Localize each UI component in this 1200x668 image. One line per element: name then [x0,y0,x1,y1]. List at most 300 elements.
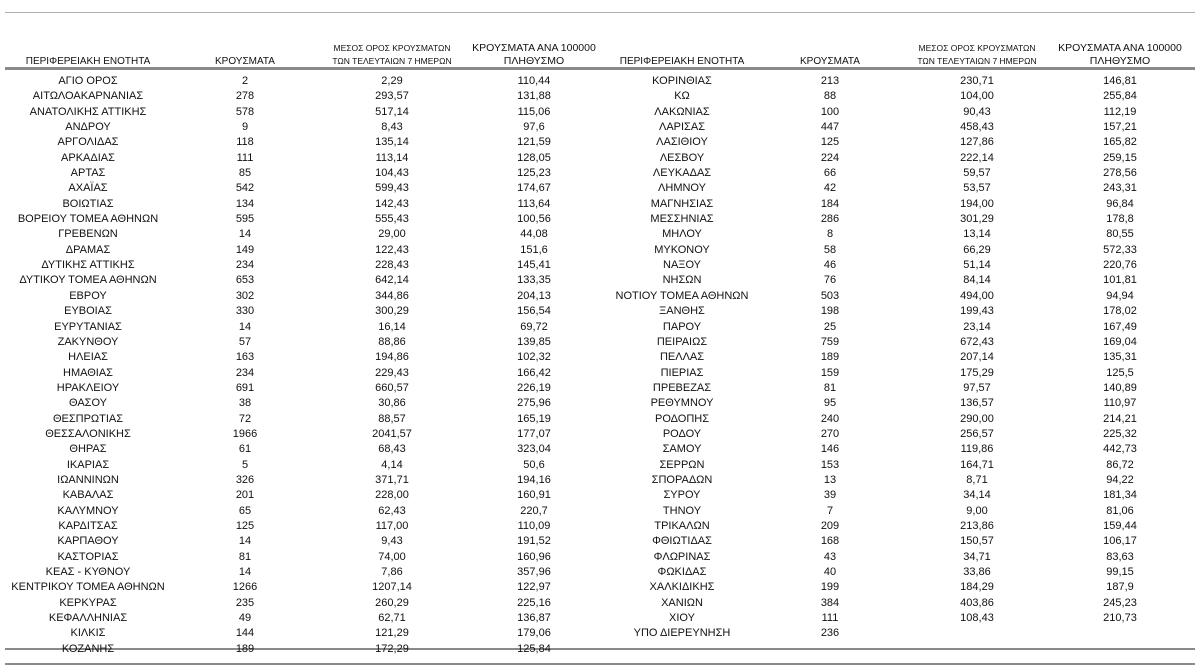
per100k-cell: 122,97 [517,581,551,594]
avg-cell: 59,57 [963,167,991,180]
cases-cell: 199 [820,581,840,594]
header-avg [319,42,465,68]
per100k-cell: 160,96 [517,550,551,563]
table-row [603,335,1185,350]
table-body [5,74,603,657]
region-cell: ΛΑΡΙΣΑΣ [658,121,705,134]
cases-cell: 5 [241,458,249,471]
per100k-cell: 110,09 [517,519,551,532]
avg-cell: 62,43 [378,504,406,517]
table-row [5,212,603,227]
per100k-cell: 151,6 [520,243,548,256]
cases-cell: 184 [820,197,840,210]
table-row [603,197,1185,212]
table-row [603,89,1185,104]
per100k-cell: 214,21 [1103,412,1137,425]
region-cell: ΦΩΚΙΔΑΣ [657,566,707,578]
table-row [603,181,1185,196]
header-avg-line2: ΤΩΝ ΤΕΛΕΥΤΑΙΩΝ 7 ΗΜΕΡΩΝ [332,56,452,66]
cases-cell: 66 [823,167,837,180]
avg-cell: 230,71 [960,75,994,87]
region-cell: ΑΙΤΩΛΟΑΚΑΡΝΑΝΙΑΣ [32,90,144,103]
cases-cell: 189 [235,642,255,655]
region-cell: ΠΕΙΡΑΙΩΣ [656,335,708,348]
region-cell: ΕΒΡΟΥ [69,289,107,302]
cases-cell: 81 [238,550,252,563]
avg-cell: 127,86 [960,136,994,149]
region-cell: ΚΕΦΑΛΛΗΝΙΑΣ [48,612,128,625]
region-cell: ΣΥΡΟΥ [663,489,701,502]
table-row [603,135,1185,150]
avg-cell: 256,57 [960,427,994,440]
cases-cell: 58 [823,243,837,256]
table-row [603,580,1185,595]
cases-cell: 201 [235,489,255,502]
per100k-cell: 83,63 [1106,550,1134,563]
per100k-cell: 96,84 [1106,197,1134,210]
avg-cell: 122,43 [375,243,409,256]
per100k-cell: 94,94 [1106,289,1134,302]
region-cell: ΧΑΛΚΙΔΙΚΗΣ [649,581,715,594]
per100k-cell: 357,96 [517,566,551,578]
per100k-cell: 165,82 [1103,136,1137,149]
avg-cell: 104,00 [960,90,994,103]
cases-cell: 153 [820,458,840,471]
avg-cell: 4,14 [381,458,403,471]
region-cell: ΗΛΕΙΑΣ [68,351,108,364]
header-avg-line1: ΜΕΣΟΣ ΟΡΟΣ ΚΡΟΥΣΜΑΤΩΝ [333,43,451,53]
region-cell: ΛΕΥΚΑΔΑΣ [652,167,712,180]
avg-cell: 7,86 [381,566,403,578]
cases-cell: 503 [820,289,840,302]
cases-cell: 224 [820,151,840,164]
cases-cell: 125 [235,519,255,532]
cases-cell: 159 [820,366,840,379]
region-cell: ΜΕΣΣΗΝΙΑΣ [650,213,714,226]
per100k-cell: 101,81 [1103,274,1137,287]
region-cell: ΦΛΩΡΙΝΑΣ [653,550,711,563]
avg-cell: 90,43 [963,105,991,118]
table-row [603,304,1185,319]
cases-cell: 49 [238,612,252,625]
avg-cell: 672,43 [960,335,994,348]
table-row [5,534,603,549]
avg-cell: 660,57 [375,381,409,394]
region-cell: ΜΥΚΟΝΟΥ [654,243,710,256]
avg-cell: 104,43 [375,167,409,180]
region-cell: ΧΙΟΥ [669,612,695,625]
region-cell: ΤΡΙΚΑΛΩΝ [654,519,710,532]
cases-cell: 46 [823,259,837,272]
region-cell: ΘΗΡΑΣ [69,443,107,456]
per100k-cell: 178,8 [1106,213,1134,226]
avg-cell: 30,86 [378,397,406,410]
cases-cell: 278 [235,90,255,103]
region-cell: ΕΥΡΥΤΑΝΙΑΣ [54,320,122,333]
table-row [603,120,1185,135]
per100k-cell: 133,35 [517,274,551,287]
region-cell: ΙΩΑΝΝΙΝΩΝ [57,473,119,486]
avg-cell: 142,43 [375,197,409,210]
avg-cell: 642,14 [375,274,409,287]
table-row [5,258,603,273]
avg-cell: 88,57 [378,412,406,425]
per100k-cell: 187,9 [1106,581,1134,594]
cases-cell: 14 [238,320,252,333]
per100k-cell: 572,33 [1103,243,1137,256]
table-row [5,488,603,503]
per100k-cell: 177,07 [517,427,551,440]
per100k-cell: 255,84 [1103,90,1137,103]
per100k-cell: 179,06 [517,627,551,640]
avg-cell: 458,43 [960,121,994,134]
per100k-cell: 106,17 [1103,535,1137,548]
region-cell: ΚΑΛΥΜΝΟΥ [57,504,119,517]
table-row [5,442,603,457]
table-row [5,366,603,381]
cases-cell: 25 [823,320,837,333]
avg-cell: 8,43 [381,121,403,134]
avg-cell: 84,14 [963,274,991,287]
table-row [5,304,603,319]
cases-cell: 38 [238,397,252,410]
header-per100k [1055,42,1185,68]
avg-cell: 16,14 [378,320,406,333]
per100k-cell: 442,73 [1103,443,1137,456]
per100k-cell: 259,15 [1103,151,1137,164]
cases-cell: 235 [235,596,255,609]
region-cell: ΚΙΛΚΙΣ [70,627,106,640]
table-row [603,611,1185,626]
table-row [5,320,603,335]
avg-cell: 199,43 [960,305,994,318]
avg-cell: 33,86 [963,566,991,578]
region-cell: ΝΟΤΙΟΥ ΤΟΜΕΑ ΑΘΗΝΩΝ [615,289,749,302]
avg-cell: 1207,14 [372,581,412,594]
cases-cell: 236 [820,627,840,640]
per100k-cell: 125,5 [1106,366,1134,379]
region-cell: ΓΡΕΒΕΝΩΝ [58,228,118,241]
per100k-cell: 125,84 [517,642,551,655]
region-cell: ΠΡΕΒΕΖΑΣ [652,381,712,394]
cases-cell: 39 [823,489,837,502]
table-row [603,227,1185,242]
cases-cell: 40 [823,566,837,578]
region-cell: ΦΘΙΩΤΙΔΑΣ [652,535,712,548]
cases-cell: 42 [823,182,837,195]
avg-cell: 344,86 [375,289,409,302]
per100k-cell: 112,19 [1103,105,1137,118]
per100k-cell: 140,89 [1103,381,1137,394]
cases-cell: 65 [238,504,252,517]
table-row [5,642,603,657]
table-header [5,36,603,68]
per100k-cell: 115,06 [517,105,551,118]
table-row [603,105,1185,120]
table-row [5,151,603,166]
per100k-cell: 323,04 [517,443,551,456]
per100k-cell: 178,02 [1103,305,1137,318]
region-cell: ΕΥΒΟΙΑΣ [64,305,112,318]
avg-cell: 175,29 [960,366,994,379]
region-cell: ΛΑΣΙΘΙΟΥ [656,136,708,149]
region-cell: ΒΟΙΩΤΙΑΣ [62,197,114,210]
table-row [603,320,1185,335]
region-cell: ΠΑΡΟΥ [662,320,702,333]
per100k-cell: 94,22 [1106,473,1134,486]
cases-cell: 234 [235,366,255,379]
cases-cell: 149 [235,243,255,256]
region-cell: ΚΕΡΚΥΡΑΣ [59,596,117,609]
avg-cell: 150,57 [960,535,994,548]
avg-cell: 119,86 [960,443,994,456]
cases-cell: 447 [820,121,840,134]
avg-cell: 29,00 [378,228,406,241]
per100k-cell: 225,32 [1103,427,1137,440]
cases-cell: 595 [235,213,255,226]
table-row [603,626,1185,641]
cases-cell: 43 [823,550,837,563]
cases-cell: 146 [820,443,840,456]
avg-cell [899,626,1055,641]
region-cell: ΔΥΤΙΚΟΥ ΤΟΜΕΑ ΑΘΗΝΩΝ [19,274,157,287]
table-body [603,74,1185,642]
header-avg-line1: ΜΕΣΟΣ ΟΡΟΣ ΚΡΟΥΣΜΑΤΩΝ [918,43,1036,53]
header-avg [899,42,1055,68]
cases-cell: 209 [820,519,840,532]
region-cell: ΔΡΑΜΑΣ [65,243,111,256]
avg-cell: 9,00 [966,504,988,517]
region-cell: ΔΥΤΙΚΗΣ ΑΤΤΙΚΗΣ [41,259,135,272]
avg-cell: 184,29 [960,581,994,594]
avg-cell: 13,14 [963,228,991,241]
table-row [603,74,1185,89]
region-cell: ΚΑΒΑΛΑΣ [62,489,114,502]
avg-cell: 136,57 [960,397,994,410]
per100k-cell: 125,23 [517,167,551,180]
avg-cell: 228,43 [375,259,409,272]
cases-cell: 691 [235,381,255,394]
table-row [603,212,1185,227]
avg-cell: 222,14 [960,151,994,164]
per100k-cell: 157,21 [1103,121,1137,134]
region-cell: ΣΠΟΡΑΔΩΝ [651,473,713,486]
cases-cell: 1966 [232,427,258,440]
avg-cell: 228,00 [375,489,409,502]
cases-cell: 9 [241,121,249,134]
header-per100k-line2: ΠΛΗΘΥΣΜΟ [1089,55,1151,67]
avg-cell: 555,43 [375,213,409,226]
cases-cell: 653 [235,274,255,287]
table-header [603,36,1185,68]
table-row [603,550,1185,565]
table-row [603,366,1185,381]
avg-cell: 494,00 [960,289,994,302]
header-cases: ΚΡΟΥΣΜΑΤΑ [800,56,860,67]
avg-cell: 517,14 [375,105,409,118]
avg-cell: 371,71 [375,473,409,486]
avg-cell: 34,14 [963,489,991,502]
table-row [5,273,603,288]
region-cell: ΛΑΚΩΝΙΑΣ [654,105,710,118]
region-cell: ΙΚΑΡΙΑΣ [66,458,110,471]
table-row [5,120,603,135]
per100k-cell: 135,31 [1103,351,1137,364]
per100k-cell: 204,13 [517,289,551,302]
top-divider [5,12,1195,13]
table-row [5,396,603,411]
avg-cell: 51,14 [963,259,991,272]
region-cell: ΚΑΡΠΑΘΟΥ [57,535,119,548]
per100k-cell: 159,44 [1103,519,1137,532]
table-row [5,611,603,626]
cases-cell: 213 [820,75,840,87]
table-row [5,412,603,427]
table-row [5,197,603,212]
region-cell: ΣΕΡΡΩΝ [659,458,705,471]
per100k-cell: 110,44 [517,75,551,87]
region-cell: ΘΕΣΣΑΛΟΝΙΚΗΣ [45,427,131,440]
avg-cell: 8,71 [966,473,988,486]
table-row [5,473,603,488]
table-row [603,243,1185,258]
table-row [5,504,603,519]
table-row [603,458,1185,473]
region-cell: ΘΕΣΠΡΩΤΙΑΣ [52,412,124,425]
cases-cell: 14 [238,535,252,548]
cases-cell: 7 [826,504,834,517]
per100k-cell: 131,88 [517,90,551,103]
avg-cell: 66,29 [963,243,991,256]
region-cell: ΡΟΔΟΥ [662,427,702,440]
region-cell: ΠΙΕΡΙΑΣ [660,366,704,379]
per100k-cell: 278,56 [1103,167,1137,180]
table-row [5,335,603,350]
avg-cell: 9,43 [381,535,403,548]
region-cell: ΚΩ [674,90,690,103]
region-cell: ΑΝΑΤΟΛΙΚΗΣ ΑΤΤΙΚΗΣ [29,105,147,118]
per100k-cell: 181,34 [1103,489,1137,502]
cases-cell: 326 [235,473,255,486]
avg-cell: 207,14 [960,351,994,364]
avg-cell: 599,43 [375,182,409,195]
table-row [5,565,603,580]
table-row [5,580,603,595]
avg-cell: 290,00 [960,412,994,425]
table-row [603,166,1185,181]
region-cell: ΞΑΝΘΗΣ [659,305,705,318]
table-row [5,350,603,365]
avg-cell: 293,57 [375,90,409,103]
cases-cell: 57 [238,335,252,348]
cases-cell: 14 [238,228,252,241]
avg-cell: 300,29 [375,305,409,318]
region-cell: ΣΑΜΟΥ [662,443,702,456]
cases-cell: 81 [823,381,837,394]
table-row [603,289,1185,304]
per100k-cell: 97,6 [523,121,545,134]
table-row [603,519,1185,534]
table-row [5,626,603,641]
region-cell: ΠΕΛΛΑΣ [659,351,705,364]
cases-cell: 88 [823,90,837,103]
right-table [603,36,1185,642]
per100k-cell: 220,76 [1103,259,1137,272]
table-row [5,89,603,104]
per100k-cell: 210,73 [1103,612,1137,625]
avg-cell: 301,29 [960,213,994,226]
table-row [5,135,603,150]
per100k-cell: 100,56 [517,213,551,226]
per100k-cell: 225,16 [517,596,551,609]
region-cell: ΝΗΣΩΝ [662,274,702,287]
per100k-cell: 191,52 [517,535,551,548]
table-row [5,381,603,396]
cases-cell: 286 [820,213,840,226]
header-per100k-line2: ΠΛΗΘΥΣΜΟ [503,55,565,67]
per100k-cell: 220,7 [520,504,548,517]
per100k-cell: 145,41 [517,259,551,272]
per100k-cell: 275,96 [517,397,551,410]
table-row [5,519,603,534]
per100k-cell: 99,15 [1106,566,1134,578]
table-row [603,488,1185,503]
header-avg-line2: ΤΩΝ ΤΕΛΕΥΤΑΙΩΝ 7 ΗΜΕΡΩΝ [917,56,1037,66]
cases-cell: 100 [820,105,840,118]
avg-cell: 2,29 [381,75,403,87]
region-cell: ΑΝΔΡΟΥ [65,121,111,134]
per100k-cell: 243,31 [1103,182,1137,195]
cases-cell: 14 [238,566,252,578]
table-row [603,258,1185,273]
cases-cell: 270 [820,427,840,440]
region-cell: ΚΑΡΔΙΤΣΑΣ [58,519,118,532]
region-cell: ΚΕΝΤΡΙΚΟΥ ΤΟΜΕΑ ΑΘΗΝΩΝ [11,581,165,594]
avg-cell: 62,71 [378,612,406,625]
per100k-cell [1055,626,1185,641]
avg-cell: 68,43 [378,443,406,456]
avg-cell: 213,86 [960,519,994,532]
table-row [603,412,1185,427]
region-cell: ΡΟΔΟΠΗΣ [654,412,710,425]
region-cell: ΗΡΑΚΛΕΙΟΥ [56,381,120,394]
cases-cell: 384 [820,596,840,609]
region-cell: ΑΡΚΑΔΙΑΣ [61,151,115,164]
per100k-cell: 44,08 [520,228,548,241]
avg-cell: 260,29 [375,596,409,609]
table-row [5,243,603,258]
avg-cell: 74,00 [378,550,406,563]
per100k-cell: 167,49 [1103,320,1137,333]
per100k-cell: 139,85 [517,335,551,348]
table-row [603,427,1185,442]
per100k-cell: 110,97 [1103,397,1137,410]
avg-cell: 23,14 [963,320,991,333]
region-cell: ΛΗΜΝΟΥ [658,182,706,195]
per100k-cell: 102,32 [517,351,551,364]
cases-cell: 168 [820,535,840,548]
per100k-cell: 194,16 [517,473,551,486]
region-cell: ΚΕΑΣ - ΚΥΘΝΟΥ [45,566,131,578]
per100k-cell: 128,05 [517,151,551,164]
table-row [603,596,1185,611]
region-cell: ΑΓΙΟ ΟΡΟΣ [58,75,118,87]
cases-cell: 111 [236,151,254,164]
avg-cell: 194,86 [375,351,409,364]
per100k-cell: 156,54 [517,305,551,318]
table-row [603,442,1185,457]
avg-cell: 172,29 [375,642,409,655]
